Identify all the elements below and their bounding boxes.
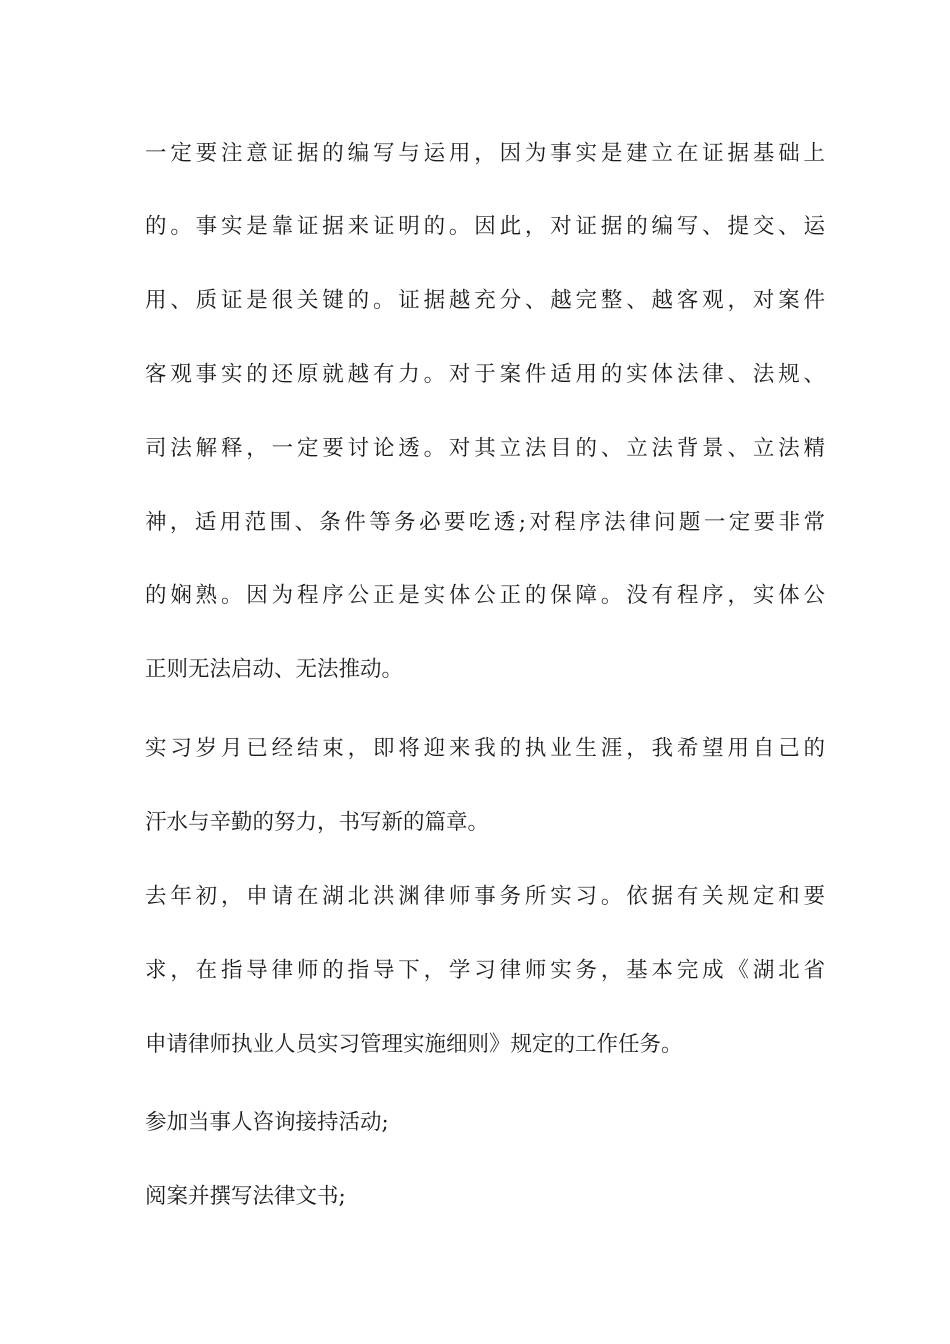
text-line: 的娴熟。因为程序公正是实体公正的保障。没有程序，实体公: [145, 583, 825, 608]
text-line: 司法解释，一定要讨论透。对其立法目的、立法背景、立法精: [145, 436, 825, 461]
text-line: 去年初，申请在湖北洪渊律师事务所实习。依据有关规定和要: [145, 884, 825, 909]
text-line: 用、质证是很关键的。证据越充分、越完整、越客观，对案件: [145, 288, 825, 313]
text-line: 正则无法启动、无法推动。: [145, 657, 404, 682]
text-line: 参加当事人咨询接持活动;: [145, 1110, 389, 1135]
text-line: 阅案并撰写法律文书;: [145, 1184, 346, 1209]
text-line: 客观事实的还原就越有力。对于案件适用的实体法律、法规、: [145, 362, 825, 387]
text-line: 一定要注意证据的编写与运用，因为事实是建立在证据基础上: [145, 141, 825, 166]
text-line: 汗水与辛勤的努力，书写新的篇章。: [145, 810, 490, 835]
text-line: 申请律师执业人员实习管理实施细则》规定的工作任务。: [145, 1032, 683, 1057]
text-line: 求，在指导律师的指导下，学习律师实务，基本完成《湖北省: [145, 958, 825, 983]
text-line: 实习岁月已经结束，即将迎来我的执业生涯，我希望用自己的: [145, 736, 825, 761]
text-line: 的。事实是靠证据来证明的。因此，对证据的编写、提交、运: [145, 214, 825, 239]
text-line: 神，适用范围、条件等务必要吃透;对程序法律问题一定要非常: [145, 510, 825, 535]
